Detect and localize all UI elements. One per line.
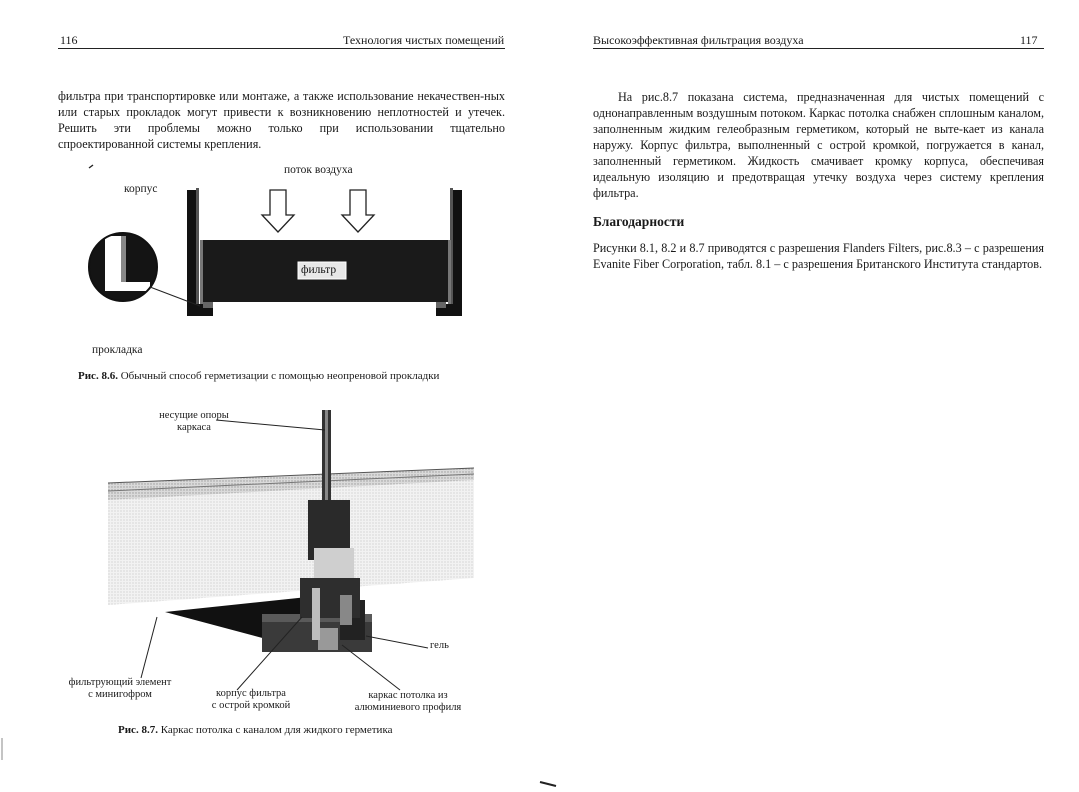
gasket-label: прокладка [92,344,143,356]
caption-number: Рис. 8.6. [78,370,118,382]
right-page [540,0,1079,792]
figure-8-7-caption [118,724,393,737]
gel-label: гель [430,640,449,651]
supports-label-line1: несущие опоры [159,410,229,421]
element-label-line1: фильтрующий элемент [68,677,172,688]
airflow-label: поток воздуха [284,164,353,176]
body-paragraph-right-1: На рис.8.7 показана система, предназначенная для чистых помещений с однонаправленным воздушным потоком. Каркас потолка снабжен сплошным каналом, заполненным жидким гелеобразным герметиком, который не выте-кает из канала наружу. Корпус фильтра, выполненный с острой кромкой, погружается в канал, заполненный герметиком. Жидкость смачивает кромку корпуса, обеспечивая идеальную изоляцию и предотвращая утечку воздуха через систему крепления фильтра. [593,90,1044,200]
page-number-right: 117 [1020,33,1038,47]
caption-text: Каркас потолка с каналом для жидкого герметика [157,724,393,736]
body-paragraph-left: фильтра при транспортировке или монтаже, а также использование некачествен-ных или старых прокладок могут привести к возникновению неплотностей и утечек. Решить эти проблемы можно только при использовании тщательно спроектированной системы крепления. [58,89,505,151]
filter-housing-label-line2: с острой кромкой [211,700,291,711]
body-paragraph-right-2: Рисунки 8.1, 8.2 и 8.7 приводятся с разрешения Flanders Filters, рис.8.3 – с разрешения Evanite Fiber Corporation, табл. 8.1 – с разрешения Британского Института стандартов. [593,241,1044,271]
running-head-right: Высокоэффективная фильтрация воздуха [593,33,804,47]
housing-label: корпус [124,183,158,195]
ceiling-frame-label-line1: каркас потолка из [368,690,448,701]
filter-label: фильтр [301,264,337,276]
supports-label-line2: каркаса [177,422,211,433]
element-label-line2: с минигофром [88,689,152,700]
filter-housing-label-line1: корпус фильтра [216,688,286,699]
acknowledgements-heading: Благодарности [593,214,685,229]
page-number-left: 116 [60,33,78,47]
caption-number: Рис. 8.7. [118,724,158,736]
running-head-left: Технология чистых помещений [343,33,505,47]
ceiling-frame-label-line2: алюминиевого профиля [354,702,462,713]
caption-text: Обычный способ герметизации с помощью неопреновой прокладки [117,370,440,382]
header-rule-right [593,48,1044,49]
